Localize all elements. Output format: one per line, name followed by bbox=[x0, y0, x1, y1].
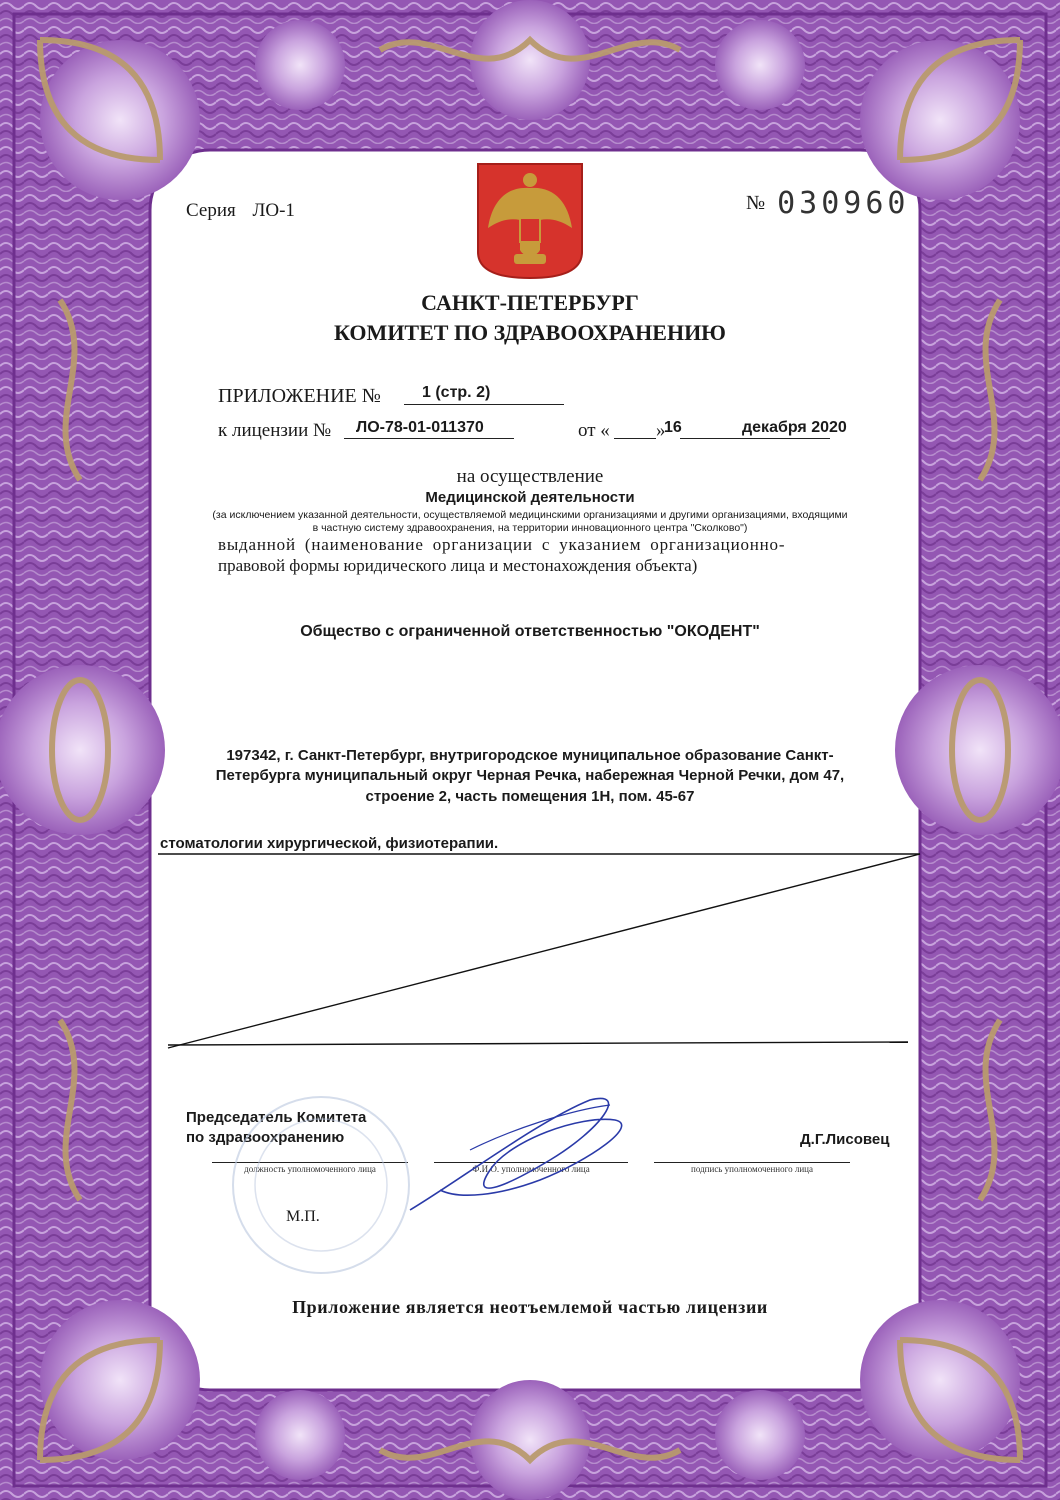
issued-line1: выданной (наименование организации с указанием организационно- bbox=[218, 535, 786, 554]
activity-note-line1: (за исключением указанной деятельности, осуществляемой медицинскими организациями и другими организациями, входящими bbox=[212, 509, 848, 521]
license-label: к лицензии № bbox=[218, 420, 332, 441]
organization-address-line2: Петербурга муниципальный округ Черная Речка, набережная Черной Речки, дом 47, bbox=[215, 767, 845, 784]
license-from-label: от « bbox=[578, 420, 610, 441]
caption-position: должность уполномоченного лица bbox=[244, 1164, 376, 1174]
handwritten-signature-icon bbox=[400, 1090, 640, 1220]
series-value: ЛО-1 bbox=[252, 200, 295, 221]
caption-fio: Ф.И.О. уполномоченного лица bbox=[472, 1164, 590, 1174]
license-month-year: декабря 2020 bbox=[742, 419, 847, 436]
sign-underline bbox=[654, 1146, 850, 1163]
issued-line2: правовой формы юридического лица и местонахождения объекта) bbox=[218, 556, 698, 575]
services-text: стоматологии хирургической, физиотерапии. bbox=[160, 835, 499, 852]
official-stamp-icon bbox=[226, 1090, 416, 1280]
footer-note: Приложение является неотъемлемой частью лицензии bbox=[292, 1297, 768, 1317]
license-day: 16 bbox=[664, 419, 682, 436]
caption-sign: подпись уполномоченного лица bbox=[691, 1164, 813, 1174]
signer-name: Д.Г.Лисовец bbox=[800, 1131, 890, 1148]
committee-title: КОМИТЕТ ПО ЗДРАВООХРАНЕНИЮ bbox=[334, 320, 726, 345]
appendix-label: ПРИЛОЖЕНИЕ № bbox=[218, 385, 381, 407]
activity-intro: на осуществление bbox=[456, 466, 604, 487]
activity-note-line2: в частную систему здравоохранения, на территории инновационного центра "Сколково") bbox=[312, 522, 748, 534]
stamp-label: М.П. bbox=[286, 1208, 320, 1225]
appendix-value: 1 (стр. 2) bbox=[422, 384, 491, 401]
city-title: САНКТ-ПЕТЕРБУРГ bbox=[421, 290, 639, 315]
number-value: 030960 bbox=[777, 186, 910, 221]
license-number: ЛО-78-01-011370 bbox=[356, 419, 484, 436]
license-from-close: » bbox=[656, 420, 666, 441]
organization-address-line3: строение 2, часть помещения 1Н, пом. 45-67 bbox=[365, 788, 695, 805]
series-label: Серия bbox=[186, 200, 236, 221]
signer-position-line2: по здравоохранению bbox=[186, 1129, 345, 1146]
activity-name: Медицинской деятельности bbox=[425, 489, 635, 506]
number-label: № bbox=[746, 192, 766, 214]
organization-address-line1: 197342, г. Санкт-Петербург, внутригородское муниципальное образование Санкт- bbox=[226, 747, 834, 764]
organization-name: Общество с ограниченной ответственностью "ОКОДЕНТ" bbox=[300, 623, 760, 640]
signer-position-line1: Председатель Комитета bbox=[186, 1109, 367, 1126]
